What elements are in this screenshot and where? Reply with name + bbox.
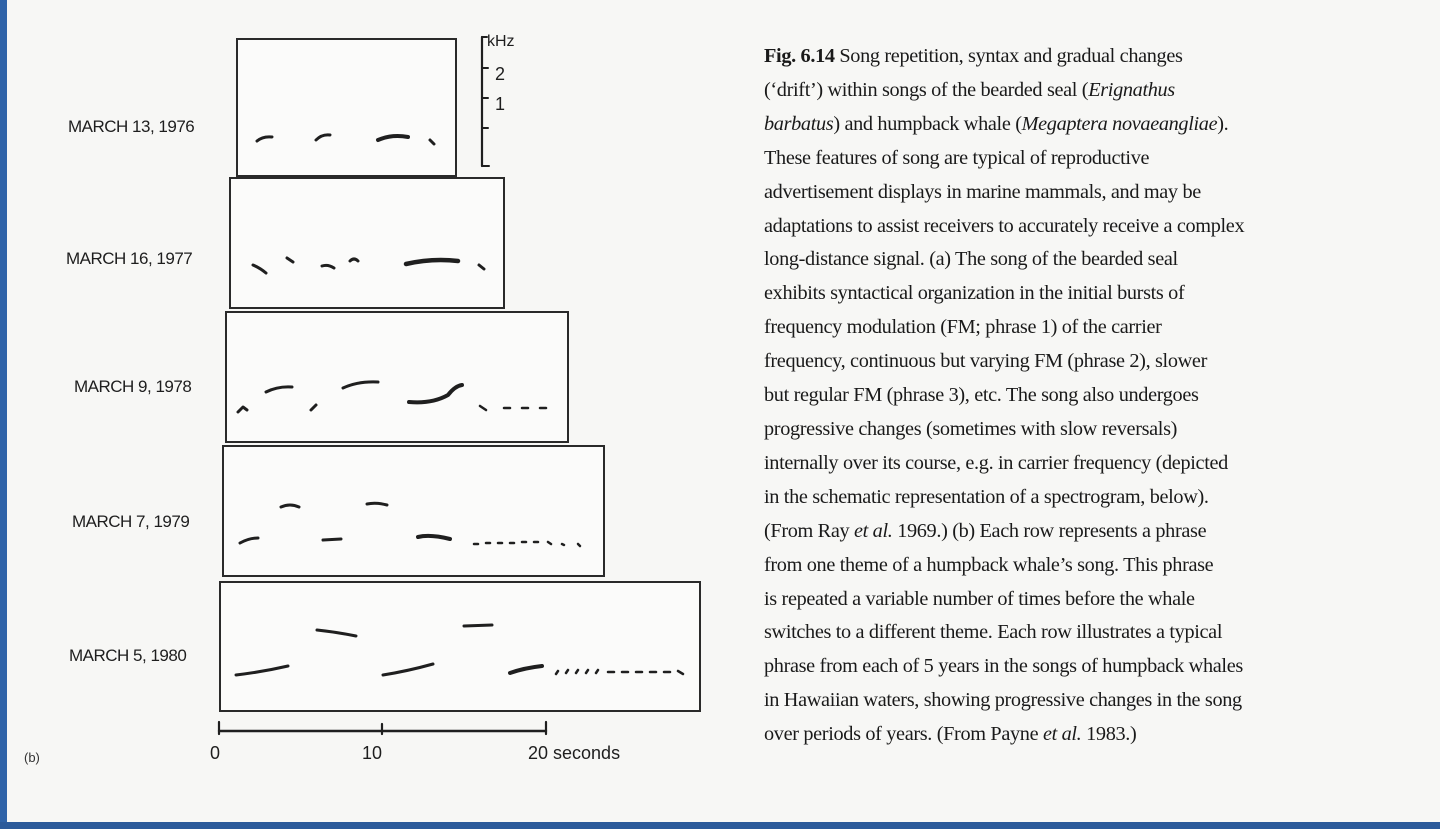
song-unit bbox=[316, 135, 330, 140]
song-unit bbox=[548, 542, 551, 544]
song-unit bbox=[257, 137, 272, 141]
song-unit bbox=[317, 630, 356, 636]
song-unit bbox=[562, 544, 564, 545]
song-unit bbox=[578, 544, 580, 546]
row-date-label: MARCH 13, 1976 bbox=[68, 117, 195, 136]
caption-line: is repeated a variable number of times before the whale bbox=[764, 587, 1195, 610]
song-unit bbox=[586, 670, 588, 673]
song-unit bbox=[323, 539, 341, 540]
song-unit bbox=[430, 140, 434, 144]
song-unit bbox=[240, 538, 258, 543]
song-unit bbox=[596, 670, 598, 673]
song-unit bbox=[350, 259, 358, 261]
caption-line: frequency modulation (FM; phrase 1) of the carrier bbox=[764, 316, 1162, 339]
caption-line: (From Ray et al. 1969.) (b) Each row represents a phrase bbox=[764, 519, 1207, 542]
song-unit bbox=[322, 265, 334, 268]
caption-line: in Hawaiian waters, showing progressive changes in the song bbox=[764, 689, 1242, 712]
time-tick-label: 10 bbox=[362, 743, 383, 763]
song-unit bbox=[409, 385, 462, 402]
caption-line: switches to a different theme. Each row illustrates a typical bbox=[764, 621, 1223, 644]
song-unit bbox=[281, 505, 299, 507]
song-unit bbox=[343, 382, 378, 388]
row-date-label: MARCH 7, 1979 bbox=[72, 512, 190, 531]
song-unit bbox=[238, 407, 247, 412]
caption-line: in the schematic representation of a spectrogram, below). bbox=[764, 485, 1209, 508]
caption-line: progressive changes (sometimes with slow reversals) bbox=[764, 417, 1178, 440]
row-date-label: MARCH 16, 1977 bbox=[66, 249, 193, 268]
frequency-tick-label: 2 bbox=[495, 64, 506, 84]
caption-line: advertisement displays in marine mammals, and may be bbox=[764, 180, 1201, 203]
song-unit bbox=[479, 265, 484, 269]
time-tick-label: 0 bbox=[210, 743, 221, 763]
frequency-axis-unit: kHz bbox=[487, 33, 515, 50]
song-unit bbox=[576, 670, 578, 673]
caption-line: over periods of years. (From Payne et al. 1983.) bbox=[764, 723, 1137, 746]
caption-line: Fig. 6.14 Song repetition, syntax and gradual changes bbox=[764, 45, 1183, 67]
frequency-tick-label: 1 bbox=[495, 94, 506, 114]
song-unit bbox=[418, 536, 450, 539]
caption-line: from one theme of a humpback whale’s song. This phrase bbox=[764, 553, 1214, 576]
caption-line: but regular FM (phrase 3), etc. The song also undergoes bbox=[764, 384, 1199, 407]
time-axis-end-label: 20 seconds bbox=[528, 743, 621, 763]
song-unit bbox=[287, 258, 293, 262]
row-date-label: MARCH 9, 1978 bbox=[74, 377, 192, 396]
panel-label: (b) bbox=[24, 750, 40, 765]
song-unit bbox=[480, 406, 486, 410]
caption-line: barbatus) and humpback whale (Megaptera novaeangliae). bbox=[764, 112, 1229, 135]
song-unit bbox=[556, 671, 558, 674]
figure-caption bbox=[764, 40, 1424, 752]
caption-line: internally over its course, e.g. in carrier frequency (depicted bbox=[764, 451, 1228, 474]
song-unit bbox=[253, 265, 266, 273]
caption-line: long-distance signal. (a) The song of the bearded seal bbox=[764, 248, 1178, 271]
song-unit bbox=[378, 136, 408, 140]
song-unit bbox=[406, 260, 458, 264]
song-unit bbox=[236, 666, 288, 675]
caption-line: These features of song are typical of reproductive bbox=[764, 146, 1150, 169]
song-unit bbox=[678, 671, 683, 674]
window-bottom-border bbox=[0, 822, 1440, 829]
caption-line: frequency, continuous but varying FM (phrase 2), slower bbox=[764, 350, 1207, 373]
song-unit bbox=[464, 625, 492, 626]
caption-line: adaptations to assist receivers to accurately receive a complex bbox=[764, 214, 1245, 237]
caption-line: exhibits syntactical organization in the initial bursts of bbox=[764, 282, 1185, 305]
song-unit bbox=[566, 670, 568, 673]
song-unit bbox=[383, 664, 433, 675]
caption-line: phrase from each of 5 years in the songs of humpback whales bbox=[764, 655, 1243, 678]
song-unit bbox=[266, 387, 292, 392]
caption-line: (‘drift’) within songs of the bearded seal (Erignathus bbox=[764, 78, 1175, 101]
song-unit bbox=[510, 666, 542, 673]
row-date-label: MARCH 5, 1980 bbox=[69, 646, 187, 665]
song-unit bbox=[367, 503, 387, 505]
spectrogram-traces bbox=[0, 0, 720, 790]
song-unit bbox=[311, 405, 316, 410]
